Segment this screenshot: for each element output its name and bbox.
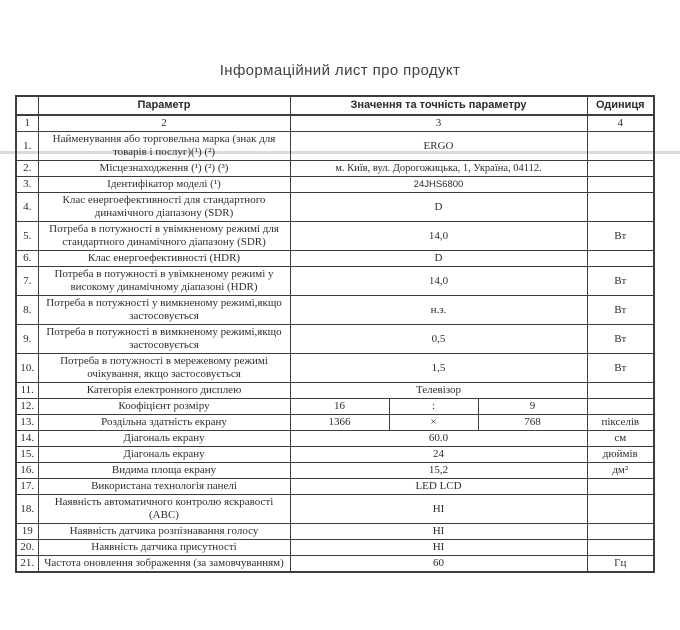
table-row — [16, 415, 654, 431]
table-row — [16, 383, 654, 399]
unit-cell: Вт — [587, 354, 654, 383]
header-number-cell — [16, 96, 38, 115]
index-cell: 3 — [290, 115, 587, 132]
table-row — [16, 556, 654, 573]
unit-cell: пікселів — [587, 415, 654, 431]
value-cell: 14,0 — [290, 267, 587, 296]
unit-cell — [587, 524, 654, 540]
row-number-cell: 13. — [16, 415, 38, 431]
value-cell: 60.0 — [290, 431, 587, 447]
parameter-cell: Діагональ екрану — [38, 431, 290, 447]
unit-cell: дм² — [587, 463, 654, 479]
row-number-cell: 19 — [16, 524, 38, 540]
row-number-cell: 20. — [16, 540, 38, 556]
unit-cell — [587, 193, 654, 222]
row-number-cell: 16. — [16, 463, 38, 479]
row-number-cell: 5. — [16, 222, 38, 251]
parameter-cell: Категорія електронного дисплею — [38, 383, 290, 399]
value-sub-cell: 768 — [478, 415, 587, 431]
row-number-cell: 9. — [16, 325, 38, 354]
row-number-cell: 17. — [16, 479, 38, 495]
table-row — [16, 161, 654, 177]
unit-cell — [587, 383, 654, 399]
row-number-cell: 14. — [16, 431, 38, 447]
parameter-cell: Частота оновлення зображення (за замовчуванням) — [38, 556, 290, 573]
table-row — [16, 132, 654, 161]
value-cell: НІ — [290, 540, 587, 556]
unit-cell — [587, 251, 654, 267]
parameter-cell: Потреба в потужності в вимкненому режимі,якщо застосовується — [38, 325, 290, 354]
product-info-table — [15, 95, 655, 573]
value-cell: D — [290, 193, 587, 222]
row-number-cell: 15. — [16, 447, 38, 463]
row-number-cell: 10. — [16, 354, 38, 383]
parameter-cell: Найменування або торговельна марка (знак для товарів і послуг)(¹) (²) — [38, 132, 290, 161]
table-row — [16, 267, 654, 296]
index-cell: 1 — [16, 115, 38, 132]
parameter-cell: Наявність датчика розпізнавання голосу — [38, 524, 290, 540]
value-sub-cell: × — [389, 415, 478, 431]
parameter-cell: Клас енергоефективності (HDR) — [38, 251, 290, 267]
parameter-cell: Клас енергоефективності для стандартного динамічного діапазону (SDR) — [38, 193, 290, 222]
parameter-cell: Потреба в потужності в мережевому режимі очікування, якщо застосовується — [38, 354, 290, 383]
table-row — [16, 193, 654, 222]
header-parameter-cell: Параметр — [38, 96, 290, 115]
parameter-cell: Потреба в потужності в увімкненому режимі у високому динамічному діапазоні (HDR) — [38, 267, 290, 296]
unit-cell — [587, 495, 654, 524]
parameter-cell: Використана технологія панелі — [38, 479, 290, 495]
value-cell: 0,5 — [290, 325, 587, 354]
unit-cell — [587, 161, 654, 177]
table-row — [16, 399, 654, 415]
table-row — [16, 479, 654, 495]
parameter-cell: Діагональ екрану — [38, 447, 290, 463]
row-number-cell: 3. — [16, 177, 38, 193]
row-number-cell: 18. — [16, 495, 38, 524]
row-number-cell: 21. — [16, 556, 38, 573]
table-row — [16, 431, 654, 447]
parameter-cell: Наявність автоматичного контролю яскравості (АВС) — [38, 495, 290, 524]
page-title: Інформаційний лист про продукт — [219, 62, 461, 79]
value-cell: LED LCD — [290, 479, 587, 495]
row-number-cell: 2. — [16, 161, 38, 177]
unit-cell — [587, 540, 654, 556]
table-row — [16, 354, 654, 383]
product-table-body — [16, 132, 654, 573]
unit-cell: Вт — [587, 296, 654, 325]
table-row — [16, 177, 654, 193]
unit-cell: дюймів — [587, 447, 654, 463]
value-cell: НІ — [290, 495, 587, 524]
header-unit-cell: Одиниця — [587, 96, 654, 115]
row-number-cell: 7. — [16, 267, 38, 296]
value-cell: 24 — [290, 447, 587, 463]
parameter-cell: Місцезнаходження (¹) (²) (³) — [38, 161, 290, 177]
parameter-cell: Потреба в потужності в увімкненому режимі для стандартного динамічного діапазону (SDR) — [38, 222, 290, 251]
row-number-cell: 12. — [16, 399, 38, 415]
value-sub-cell: : — [389, 399, 478, 415]
parameter-cell: Коофіцієнт розміру — [38, 399, 290, 415]
unit-cell: Вт — [587, 325, 654, 354]
value-cell: Телевізор — [290, 383, 587, 399]
table-row — [16, 524, 654, 540]
table-row — [16, 540, 654, 556]
value-sub-cell: 9 — [478, 399, 587, 415]
unit-cell — [587, 479, 654, 495]
value-cell: 1,5 — [290, 354, 587, 383]
value-cell: 15,2 — [290, 463, 587, 479]
unit-cell — [587, 399, 654, 415]
value-sub-cell: 1366 — [290, 415, 389, 431]
value-cell: 24JHS6800 — [290, 177, 587, 193]
table-row — [16, 447, 654, 463]
value-cell: н.з. — [290, 296, 587, 325]
row-number-cell: 6. — [16, 251, 38, 267]
table-header-row — [16, 96, 654, 115]
value-sub-cell: 16 — [290, 399, 389, 415]
value-cell: НІ — [290, 524, 587, 540]
value-cell: ERGO — [290, 132, 587, 161]
unit-cell — [587, 177, 654, 193]
table-row — [16, 325, 654, 354]
index-cell: 2 — [38, 115, 290, 132]
table-row — [16, 296, 654, 325]
column-index-row — [16, 115, 654, 132]
unit-cell: Гц — [587, 556, 654, 573]
unit-cell — [587, 132, 654, 161]
unit-cell: см — [587, 431, 654, 447]
value-cell: D — [290, 251, 587, 267]
parameter-cell: Потреба в потужності у вимкненому режимі,якщо застосовується — [38, 296, 290, 325]
index-cell: 4 — [587, 115, 654, 132]
table-row — [16, 463, 654, 479]
table-row — [16, 495, 654, 524]
row-number-cell: 4. — [16, 193, 38, 222]
table-row — [16, 251, 654, 267]
row-number-cell: 8. — [16, 296, 38, 325]
unit-cell: Вт — [587, 222, 654, 251]
parameter-cell: Видима площа екрану — [38, 463, 290, 479]
value-cell: 14,0 — [290, 222, 587, 251]
parameter-cell: Наявність датчика присутності — [38, 540, 290, 556]
table-row — [16, 222, 654, 251]
header-value-cell: Значення та точність параметру — [290, 96, 587, 115]
parameter-cell: Роздільна здатність екрану — [38, 415, 290, 431]
unit-cell: Вт — [587, 267, 654, 296]
row-number-cell: 1. — [16, 132, 38, 161]
row-number-cell: 11. — [16, 383, 38, 399]
parameter-cell: Ідентифікатор моделі (¹) — [38, 177, 290, 193]
value-cell: 60 — [290, 556, 587, 573]
value-cell: м. Київ, вул. Дорогожицька, 1, Україна, 04112. — [290, 161, 587, 177]
